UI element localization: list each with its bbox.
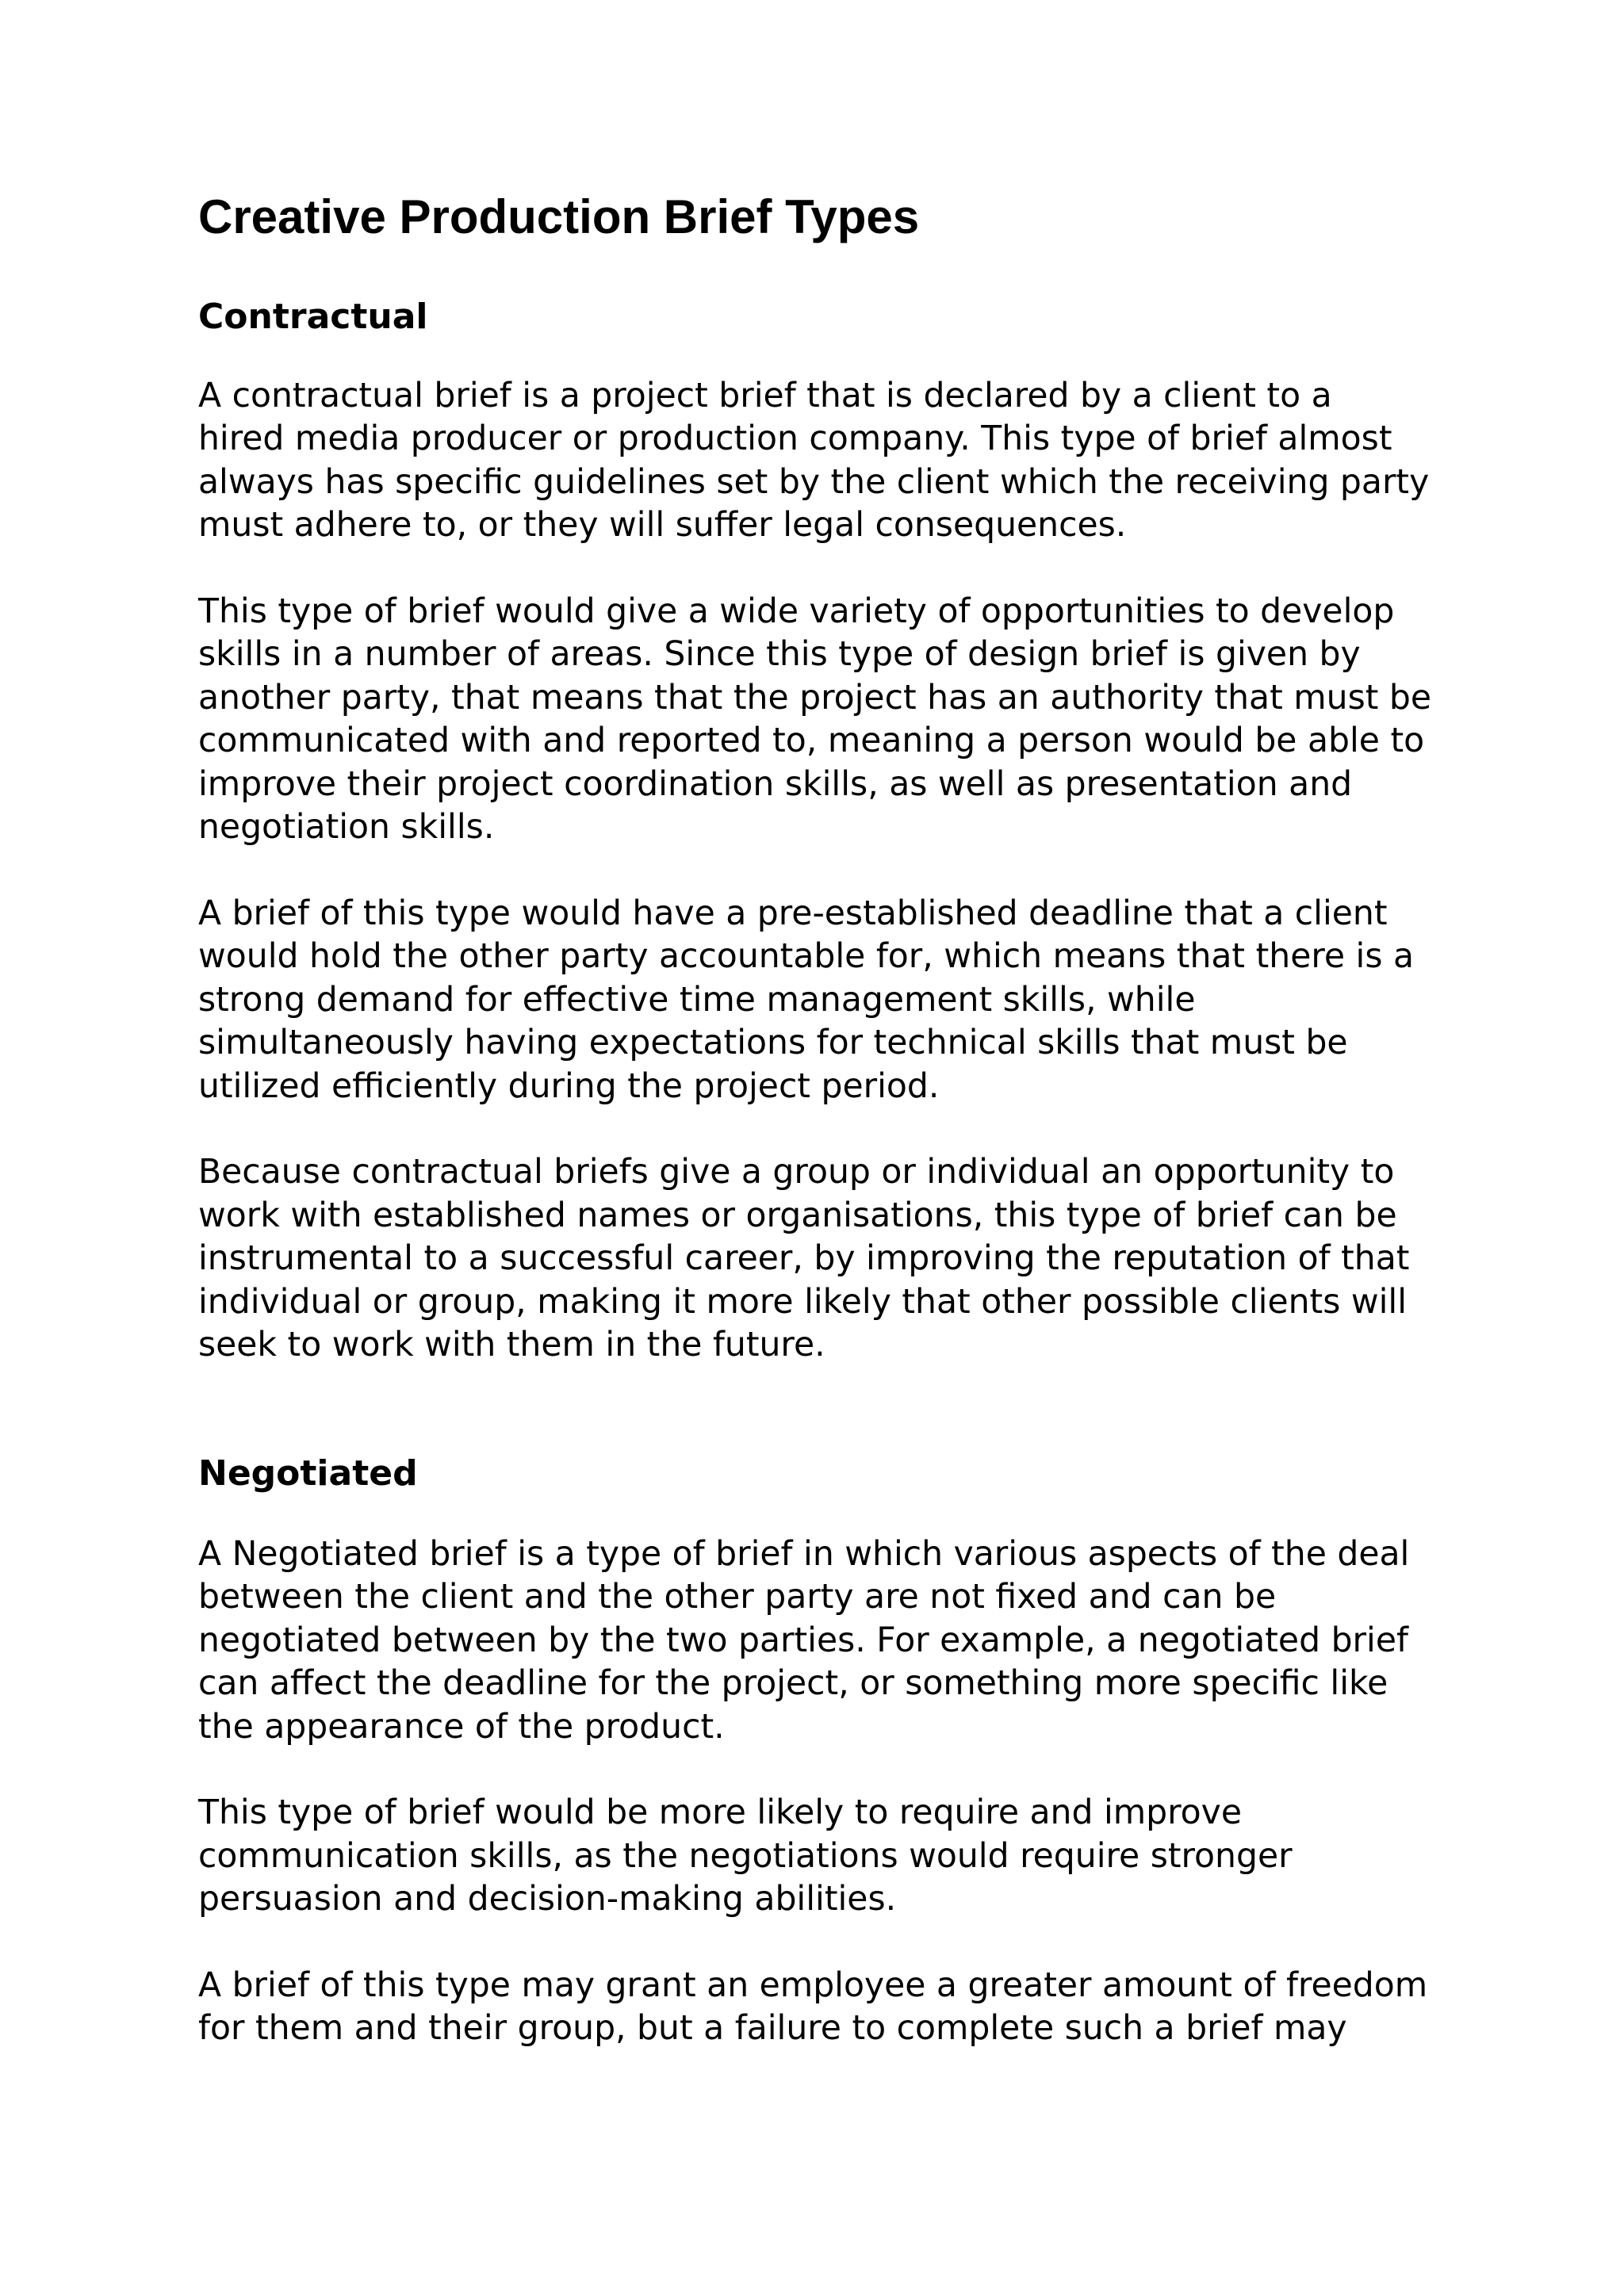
paragraph xyxy=(198,1965,1451,2051)
text-line: A Negotiated brief is a type of brief in which various aspects of the deal xyxy=(198,1534,1410,1574)
text-line: would hold the other party accountable for, which means that there is a xyxy=(198,937,1415,977)
text-line: work with established names or organisations, this type of brief can be xyxy=(198,1196,1397,1235)
text-line: skills in a number of areas. Since this type of design brief is given by xyxy=(198,635,1361,675)
section-heading-negotiated: Negotiated xyxy=(198,1452,418,1494)
paragraph xyxy=(198,893,1451,1109)
text-line: A brief of this type would have a pre-established deadline that a client xyxy=(198,894,1388,933)
text-line: negotiated between by the two parties. For example, a negotiated brief xyxy=(198,1621,1408,1660)
paragraph xyxy=(198,591,1451,850)
text-line: must adhere to, or they will suffer legal consequences. xyxy=(198,506,1127,545)
section-heading-contractual: Contractual xyxy=(198,297,428,337)
text-line: Because contractual briefs give a group or individual an opportunity to xyxy=(198,1153,1395,1192)
text-line: always has specific guidelines set by the client which the receiving party xyxy=(198,462,1430,502)
text-line: strong demand for effective time management skills, while xyxy=(198,980,1196,1020)
text-line: A contractual brief is a project brief that is declared by a client to a xyxy=(198,376,1332,415)
text-line: communication skills, as the negotiations would require stronger xyxy=(198,1836,1293,1876)
text-line: the appearance of the product. xyxy=(198,1707,725,1747)
paragraph xyxy=(198,1151,1451,1368)
text-line: simultaneously having expectations for technical skills that must be xyxy=(198,1024,1348,1063)
text-line: seek to work with them in the future. xyxy=(198,1326,825,1365)
text-line: improve their project coordination skills, as well as presentation and xyxy=(198,764,1353,804)
text-line: persuasion and decision-making abilities. xyxy=(198,1880,897,1919)
text-line: individual or group, making it more likely that other possible clients will xyxy=(198,1282,1408,1322)
text-line: can affect the deadline for the project, or something more specific like xyxy=(198,1664,1388,1704)
text-line: another party, that means that the project has an authority that must be xyxy=(198,678,1432,718)
paragraph xyxy=(198,1533,1451,1750)
text-line: communicated with and reported to, meaning a person would be able to xyxy=(198,721,1425,761)
text-line: between the client and the other party are not fixed and can be xyxy=(198,1578,1277,1617)
text-line: This type of brief would give a wide variety of opportunities to develop xyxy=(198,591,1395,631)
text-line: utilized efficiently during the project period. xyxy=(198,1066,940,1106)
paragraph xyxy=(198,375,1451,548)
document-title: Creative Production Brief Types xyxy=(198,190,920,243)
text-line: negotiation skills. xyxy=(198,808,495,848)
text-line: instrumental to a successful career, by improving the reputation of that xyxy=(198,1239,1410,1279)
text-line: This type of brief would be more likely to require and improve xyxy=(198,1793,1242,1833)
document-body xyxy=(198,189,1451,2051)
text-line: for them and their group, but a failure to complete such a brief may xyxy=(198,2009,1347,2049)
paragraph xyxy=(198,1792,1451,1922)
text-line: hired media producer or production company. This type of brief almost xyxy=(198,419,1392,459)
text-line: A brief of this type may grant an employee a greater amount of freedom xyxy=(198,1965,1428,2005)
